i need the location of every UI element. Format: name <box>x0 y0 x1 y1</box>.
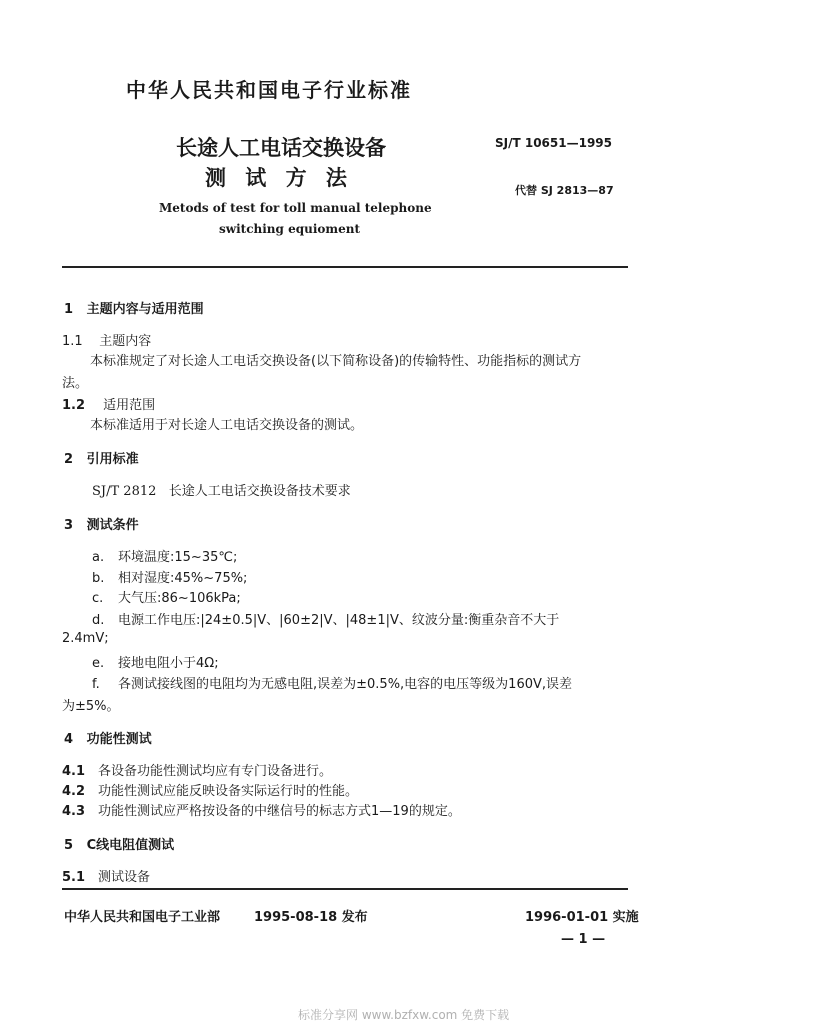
document-title-line1: 长途人工电话交换设备 <box>176 136 386 160</box>
section-1-2-number: 1.2 <box>62 398 86 413</box>
clause-4-2-text: 功能性测试应能反映设备实际运行时的性能。 <box>98 784 359 799</box>
clause-4-1-text: 各设备功能性测试均应有专门设备进行。 <box>98 764 333 779</box>
section-1-1-paragraph: 本标准规定了对长途人工电话交换设备(以下简称设备)的传输特性、功能指标的测试方 <box>90 354 582 369</box>
condition-item-f-text: 各测试接线图的电阻均为无感电阻,误差为±0.5%,电容的电压等级为160V,误差 <box>118 677 573 692</box>
section-4-title: 功能性测试 <box>86 732 152 747</box>
page-number: — 1 — <box>561 932 606 947</box>
effective-date: 1996-01-01 实施 <box>525 910 639 925</box>
section-5-title: C线电阻值测试 <box>86 838 175 853</box>
section-5-1-number: 5.1 <box>62 870 86 885</box>
issue-date: 1995-08-18 发布 <box>254 910 368 925</box>
watermark-text: 标准分享网 www.bzfxw.com 免费下载 <box>298 1008 510 1022</box>
condition-item-b-mark: b. <box>92 571 105 586</box>
replaces-standard: 代替 SJ 2813—87 <box>515 184 614 197</box>
condition-item-e <box>92 652 219 671</box>
issuer: 中华人民共和国电子工业部 <box>64 910 221 925</box>
condition-item-a <box>92 546 237 565</box>
clause-4-3 <box>62 800 461 819</box>
section-1-1-paragraph-cont: 法。 <box>62 376 89 391</box>
condition-item-d-text: 电源工作电压:|24±0.5|V、|60±2|V、|48±1|V、纹波分量:衡重杂音不大于 <box>118 613 560 628</box>
condition-item-e-mark: e. <box>92 656 105 671</box>
condition-item-d <box>92 609 559 628</box>
condition-item-c-mark: c. <box>92 591 104 606</box>
section-1-1-title: 主题内容 <box>99 334 152 349</box>
condition-item-b-text: 相对湿度:45%~75%; <box>118 571 248 586</box>
condition-item-e-text: 接地电阻小于4Ω; <box>118 656 219 671</box>
section-1-2-title: 适用范围 <box>103 398 156 413</box>
condition-item-a-text: 环境温度:15~35℃; <box>118 550 238 565</box>
section-1-heading <box>64 298 204 317</box>
section-4-heading <box>64 728 152 747</box>
section-1-1-number: 1.1 <box>62 334 83 349</box>
condition-item-f-mark: f. <box>92 677 100 692</box>
condition-item-a-mark: a. <box>92 550 105 565</box>
clause-4-1-number: 4.1 <box>62 764 86 779</box>
referenced-standard-title: 长途人工电话交换设备技术要求 <box>168 484 351 499</box>
english-title-line1: Metods of test for toll manual telephone <box>159 201 432 215</box>
condition-item-f-cont: 为±5%。 <box>62 699 120 714</box>
section-1-title: 主题内容与适用范围 <box>86 302 204 317</box>
section-2-number: 2 <box>64 452 74 467</box>
clause-4-2-number: 4.2 <box>62 784 86 799</box>
english-title-line2: switching equioment <box>219 222 360 236</box>
referenced-standard <box>92 480 351 499</box>
condition-item-d-cont: 2.4mV; <box>62 631 109 646</box>
section-5-number: 5 <box>64 838 74 853</box>
clause-4-3-number: 4.3 <box>62 804 86 819</box>
section-1-number: 1 <box>64 302 74 317</box>
condition-item-c <box>92 587 241 606</box>
section-2-heading <box>64 448 139 467</box>
condition-item-c-text: 大气压:86~106kPa; <box>118 591 241 606</box>
section-3-heading <box>64 514 139 533</box>
section-2-title: 引用标准 <box>86 452 139 467</box>
clause-4-3-text: 功能性测试应严格按设备的中继信号的标志方式1—19的规定。 <box>98 804 461 819</box>
footer-divider <box>62 888 628 890</box>
section-5-1-title: 测试设备 <box>98 870 151 885</box>
section-1-2-heading <box>62 394 155 413</box>
section-3-number: 3 <box>64 518 74 533</box>
section-5-1-heading <box>62 866 150 885</box>
condition-item-f <box>92 673 572 692</box>
header-divider <box>62 266 628 268</box>
document-title-line2: 测 试 方 法 <box>205 166 353 190</box>
condition-item-b <box>92 567 247 586</box>
section-3-title: 测试条件 <box>86 518 139 533</box>
standard-number: SJ/T 10651—1995 <box>495 136 612 150</box>
section-1-2-paragraph: 本标准适用于对长途人工电话交换设备的测试。 <box>90 418 364 433</box>
section-4-number: 4 <box>64 732 74 747</box>
clause-4-2 <box>62 780 358 799</box>
industry-standard-heading: 中华人民共和国电子行业标准 <box>126 78 412 102</box>
condition-item-d-mark: d. <box>92 613 105 628</box>
clause-4-1 <box>62 760 332 779</box>
section-5-heading <box>64 834 174 853</box>
section-1-1-heading <box>62 330 151 349</box>
referenced-standard-code: SJ/T 2812 <box>92 484 157 499</box>
